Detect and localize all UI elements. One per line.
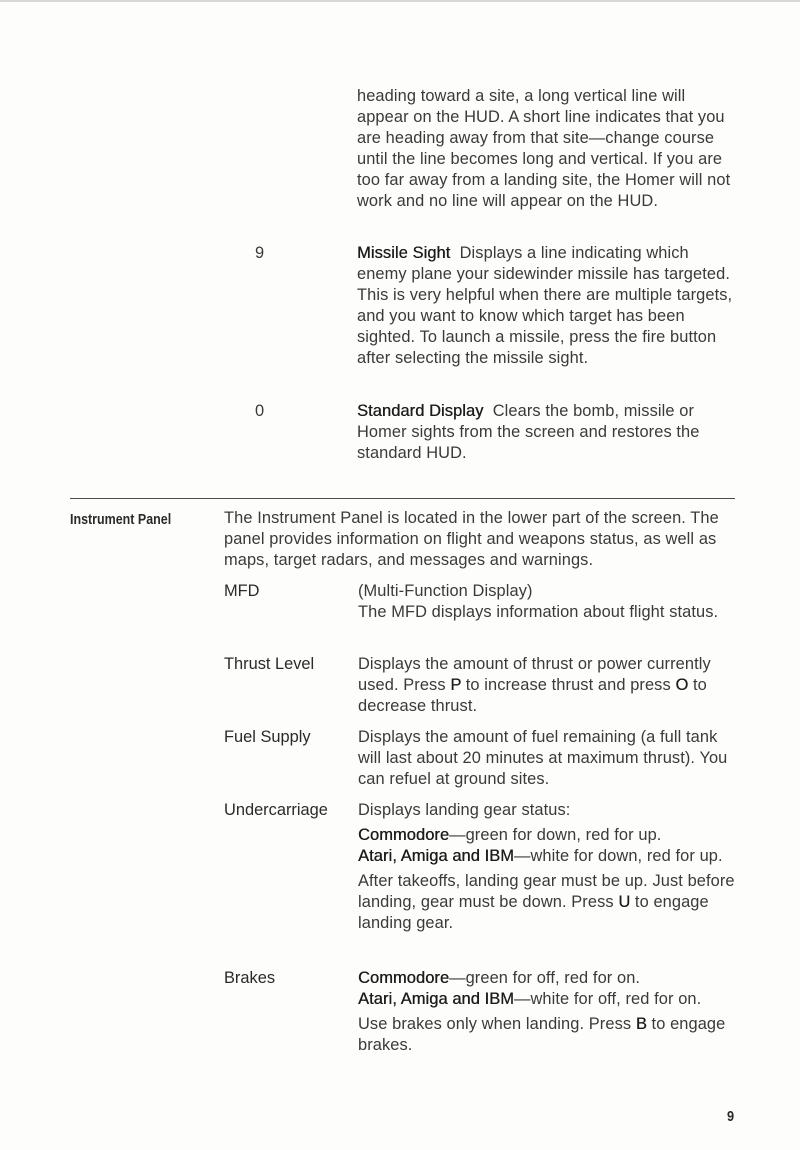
key-description [357,243,737,369]
section-label: Instrument Panel [70,512,172,528]
item-term: Thrust Level [224,655,315,673]
key-letter: U [618,893,631,911]
definition-text: Displays the amount of thrust or power currently used. Press [358,655,711,694]
item-definition: Displays the amount of fuel remaining (a full tank will last about 20 minutes at maximum thrust). You can refuel at ground sites. [358,728,728,788]
platform-name: Commodore [358,969,450,987]
section-intro: The Instrument Panel is located in the lower part of the screen. The panel provides information on flight and weapons status, as well as maps, target radars, and messages and warnings. [224,509,719,569]
definition-line: The MFD displays information about flight status. [358,603,719,621]
key-letter: O [675,676,689,694]
page-top-edge [0,0,800,2]
platform-status [358,825,736,867]
definition-note [358,1014,736,1056]
item-term: MFD [224,582,260,600]
platform-name: Commodore [358,826,450,844]
definition-text: to increase thrust and press [461,676,676,694]
key-number: 0 [255,402,265,420]
note-text: to engage landing gear. [358,893,709,932]
platform-text: —white for off, red for on. [513,990,702,1008]
homer-continuation-text: heading toward a site, a long vertical line will appear on the HUD. A short line indicates that you are heading away from that site—change course until the line becomes long and vertical. If you are too far away from a landing site, the Homer will not work and no line will appear on the HUD. [357,87,731,210]
platform-name: Atari, Amiga and IBM [358,990,514,1008]
item-definition [358,654,736,717]
item-definition [358,581,736,623]
note-text: After takeoffs, landing gear must be up. Just before landing, gear must be down. Press [358,872,735,911]
key-text: Displays a line indicating which enemy plane your sidewinder missile has targeted. This is very helpful when there are multiple targets, and you want to know which target has been sighted. To launch a missile, press the fire button after selecting the missile sight. [357,244,733,367]
platform-text: —green for off, red for on. [449,969,641,987]
platform-text: —white for down, red for up. [513,847,723,865]
note-text: Use brakes only when landing. Press [358,1015,636,1033]
key-title: Standard Display [357,402,484,420]
platform-text: —green for down, red for up. [449,826,662,844]
page-number: 9 [727,1108,735,1125]
item-definition [358,800,736,934]
platform-status [358,968,736,1010]
item-term: Undercarriage [224,801,328,819]
key-number: 9 [255,244,265,262]
item-term: Brakes [224,969,276,987]
platform-name: Atari, Amiga and IBM [358,847,514,865]
item-term: Fuel Supply [224,728,311,746]
definition-line: Displays landing gear status: [358,801,571,819]
key-text: Clears the bomb, missile or Homer sights from the screen and restores the standard HUD. [357,402,700,462]
definition-line: (Multi-Function Display) [358,582,533,600]
key-letter: P [450,676,462,694]
key-description [357,401,737,464]
definition-text: to decrease thrust. [358,676,707,715]
key-letter: B [635,1015,647,1033]
note-text: to engage brakes. [358,1015,726,1054]
key-title: Missile Sight [357,244,451,262]
section-divider [70,498,735,499]
item-definition [358,968,736,1056]
definition-note [358,871,736,934]
